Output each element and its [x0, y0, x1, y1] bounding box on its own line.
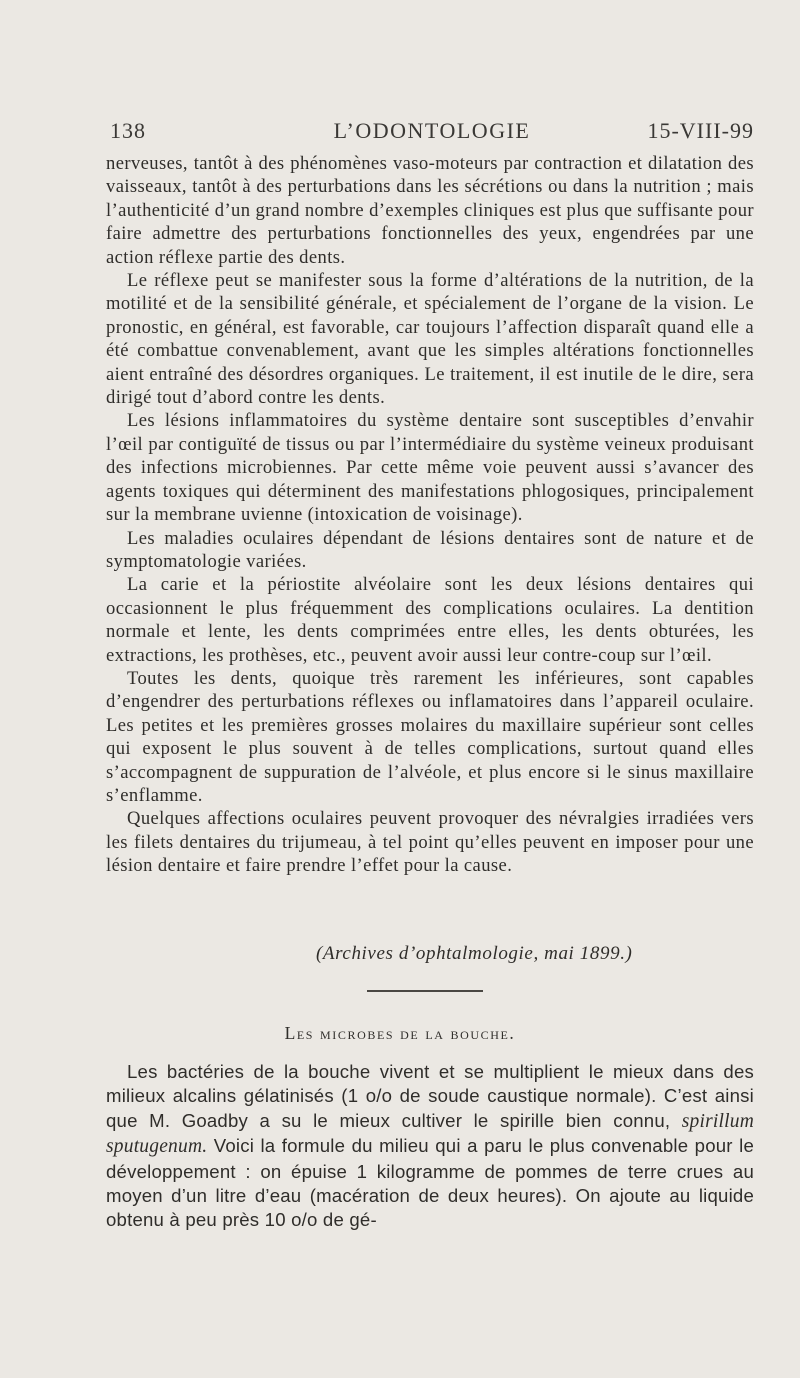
paragraph-text-part1: Les bactéries de la bouche vivent et se multiplient le mieux dans des milieux alcalins gélatinisés (1 o/o de soude caustique normale). C’est ainsi que M. Goadby a su le mieux cultiver le spirille bien connu, [106, 1061, 754, 1131]
paragraph: nerveuses, tantôt à des phénomènes vaso-moteurs par contraction et dilatation des vaisseaux, tantôt à des perturbations dans les sécrétions ou dans la nutrition ; mais l’authenticité d’un grand nombre d’exemples cliniques est plus que suffisante pour faire admettre des perturbations fonctionnelles des yeux, engendrées par une action réflexe partie des dents. [106, 153, 754, 268]
paragraph: Le réflexe peut se manifester sous la forme d’altérations de la nutrition, de la motilité et de la sensibilité générale, et spécialement de l’organe de la vision. Le pronostic, en général, est favorable, car toujours l’affection disparaît quand elle a été combattue convenablement, avant que les simples altérations fonctionnelles aient entraîné des désordres organiques. Le traitement, il est inutile de le dire, sera dirigé tout d’abord contre les dents. [106, 270, 754, 409]
paragraph: Les lésions inflammatoires du système dentaire sont susceptibles d’envahir l’œil par contiguïté de tissus ou par l’intermédiaire du système veineux produisant des infections microbiennes. Par cette même voie peuvent aussi s’avancer des agents toxiques qui déterminent des manifestations phlogosiques, principalement sur la membrane uvienne (intoxication de voisinage). [106, 410, 754, 526]
paragraph: La carie et la périostite alvéolaire sont les deux lésions dentaires qui occasionnent le plus fréquemment des complications oculaires. La dentition normale et lente, les dents comprimées entre elles, les dents obturées, les extractions, les prothèses, etc., peuvent avoir aussi leur contre-coup sur l’œil. [106, 574, 754, 666]
issue-date: 15-VIII-99 [647, 118, 754, 143]
source-citation: (Archives d’ophtalmologie, mai 1899.) [316, 943, 633, 964]
section-divider [367, 990, 483, 992]
page-number: 138 [110, 118, 146, 143]
species-name: spirillum sputugenum. [106, 1110, 754, 1158]
paragraph: Toutes les dents, quoique très rarement les inférieures, sont capables d’engendrer des perturbations réflexes ou inflamatoires dans l’appareil oculaire. Les petites et les premières grosses molaires du maxillaire supérieur sont celles qui exposent le plus souvent à de telles complications, surtout quand elles s’accompagnent de suppuration de l’alvéole, et plus encore si le sinus maxillaire s’enflamme. [106, 667, 754, 806]
running-title: L’ODONTOLOGIE [333, 118, 531, 143]
paragraph: Les maladies oculaires dépendant de lésions dentaires sont de nature et de symptomatologie variées. [106, 527, 754, 572]
paragraph: Quelques affections oculaires peuvent provoquer des névralgies irradiées vers les filets dentaires du trijumeau, à tel point qu’elles peuvent en imposer pour une lésion dentaire et faire prendre l’effet pour la cause. [106, 808, 754, 877]
article-mouth-microbes [106, 1060, 754, 1233]
paragraph-text-part2: Voici la formule du milieu qui a paru le plus convenable pour le développement : on épuise 1 kilogramme de pommes de terre crues au moyen d’un litre d’eau (macération de deux heures). On ajoute au liquide obtenu à peu près 10 o/o de gé- [106, 1135, 754, 1231]
article-ocular-reflexes [106, 152, 754, 878]
paragraph [106, 1060, 754, 1233]
page-header [110, 118, 754, 144]
section-title: Les microbes de la bouche. [284, 1023, 516, 1043]
